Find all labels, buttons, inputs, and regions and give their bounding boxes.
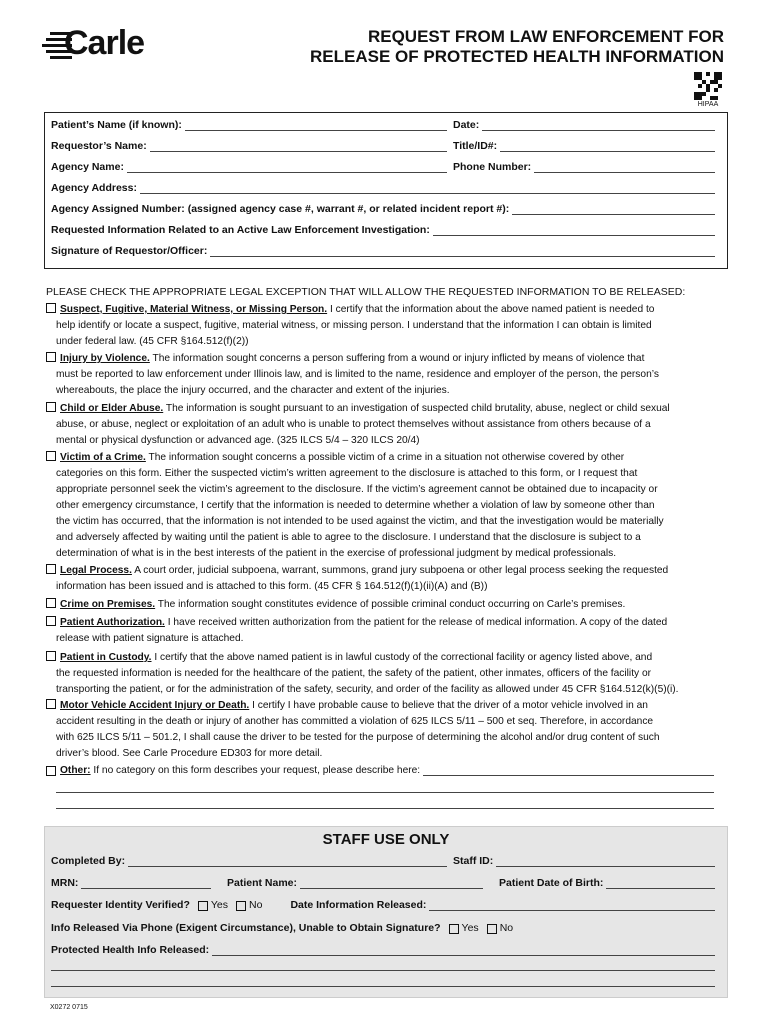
option-text: If no category on this form describes your request, please describe here: [93,765,421,776]
option-text: I certify that the above named patient is in lawful custody of the correctional facility or agency listed above, and [154,652,653,663]
agency-number-field[interactable] [512,204,715,215]
option-text: other emergency circumstance, I certify that the information is needed to determine whether a violation of law by someone other than [56,500,655,511]
other-description-line[interactable] [56,792,714,793]
option-text: determination of what is in the best interests of the patient in the exercise of professional judgment by medical professionals. [56,548,617,559]
phone-released-label: Info Released Via Phone (Exigent Circumstance), Unable to Obtain Signature? [51,922,441,934]
dob-label: Patient Date of Birth: [499,877,604,889]
option-text: The information is sought pursuant to an investigation of suspected child brutality, abuse, neglect or child sexual [165,403,670,414]
requestor-info-box [44,112,728,269]
checkbox[interactable] [46,699,56,709]
option-text: abuse, or abuse, neglect or exploitation of an adult who is unable to protect themselves without assistance from others because of a [56,419,651,430]
requested-info-label: Requested Information Related to an Active Law Enforcement Investigation: [51,224,430,236]
option-text: release with patient signature is attached. [56,633,244,644]
staff-section-title: STAFF USE ONLY [322,831,450,848]
option-patient-authorization [46,615,728,647]
dob-field[interactable] [606,878,715,889]
option-text: under federal law. (45 CFR §164.512(f)(2)) [56,336,249,347]
title-id-row [453,140,715,152]
other-description-line[interactable] [56,808,714,809]
patient-name-label: Patient’s Name (if known): [51,119,182,131]
title-id-label: Title/ID#: [453,140,498,152]
option-crime-premises [46,597,728,613]
completed-by-label: Completed By: [51,855,126,867]
no-label: No [249,899,263,911]
option-text: the victim has occurred, that the information is not intended to be used against the victim, and that the investigation would be materially [56,516,664,527]
staff-id-label: Staff ID: [453,855,494,867]
phone-field[interactable] [534,162,715,173]
date-released-label: Date Information Released: [290,899,427,911]
agency-name-row [51,161,447,173]
requested-info-row [51,224,715,236]
checkbox[interactable] [46,598,56,608]
signature-row [51,245,715,257]
agency-number-label: Agency Assigned Number: (assigned agency case #, warrant #, or related incident report #): [51,203,510,215]
checkbox[interactable] [46,352,56,362]
document-title [310,27,724,67]
option-label: Legal Process. [60,565,132,576]
title-line-1: REQUEST FROM LAW ENFORCEMENT FOR [367,27,724,46]
option-text: categories on this form. Either the suspected victim’s written agreement to the disclosure is attached to this form, or I request that [56,468,638,479]
date-released-field[interactable] [429,900,715,911]
mrn-field[interactable] [81,878,211,889]
checkbox[interactable] [46,402,56,412]
option-text: help identify or locate a suspect, fugitive, material witness, or missing person. I understand that the information I can obtain is limited [56,320,652,331]
yes-label: Yes [210,899,229,911]
option-label: Motor Vehicle Accident Injury or Death. [60,700,250,711]
checkbox[interactable] [46,564,56,574]
phone-yes-checkbox[interactable] [449,924,459,934]
option-text: mental or physical dysfunction or advanced age. (325 ILCS 5/4 – 320 ILCS 20/4) [56,435,420,446]
phone-released-row [51,922,715,934]
option-abuse [46,401,728,449]
patient-name-field[interactable] [185,120,447,131]
agency-name-field[interactable] [127,162,447,173]
checkbox[interactable] [46,616,56,626]
option-text: driver’s blood. See Carle Procedure ED303 for more detail. [56,748,323,759]
phi-released-label: Protected Health Info Released: [51,944,210,956]
option-injury [46,351,728,399]
phone-row [453,161,715,173]
option-label: Victim of a Crime. [60,452,146,463]
requestor-name-row [51,140,447,152]
staff-patient-name-label: Patient Name: [227,877,298,889]
staff-id-field[interactable] [496,856,715,867]
no-label: No [499,922,514,934]
mrn-row [51,877,211,889]
option-text: The information sought constitutes evidence of possible criminal conduct occurring on Carle’s premises. [157,599,626,610]
requestor-name-label: Requestor’s Name: [51,140,147,152]
option-label: Other: [60,765,91,776]
checkbox[interactable] [46,766,56,776]
option-text: accident resulting in the death or injury of another has committed a violation of 625 ILCS 5/11 – 500 et seq. Therefore, in accordance [56,716,654,727]
option-text: whereabouts, the place the injury occurred, and the character and extent of the injuries. [56,385,450,396]
requestor-name-field[interactable] [150,141,447,152]
checkbox[interactable] [46,303,56,313]
option-patient-custody [46,650,728,698]
identity-yes-checkbox[interactable] [198,901,208,911]
date-label: Date: [453,119,480,131]
staff-id-row [453,855,715,867]
staff-use-section [44,826,728,998]
date-field[interactable] [482,120,715,131]
title-id-field[interactable] [500,141,715,152]
option-text: The information sought concerns a possible victim of a crime in a situation not otherwise covered by other [148,452,625,463]
title-line-2: RELEASE OF PROTECTED HEALTH INFORMATION [310,47,724,66]
phone-label: Phone Number: [453,161,532,173]
option-label: Patient Authorization. [60,617,165,628]
hipaa-label: HIPAA [697,101,719,108]
phone-no-checkbox[interactable] [487,924,497,934]
signature-label: Signature of Requestor/Officer: [51,245,208,257]
carle-logo [42,24,172,64]
option-text: The information sought concerns a person suffering from a wound or injury inflicted by means of violence that [152,353,645,364]
phi-released-line[interactable] [51,986,715,987]
option-text: information has been issued and is attached to this form. (45 CFR § 164.512(f)(1)(ii)(A) and (B)) [56,581,488,592]
option-motor-vehicle [46,698,728,762]
dob-row [499,877,715,889]
yes-label: Yes [461,922,479,934]
option-text: appropriate personnel seek the victim’s agreement to the disclosure. If the victim’s agreement cannot be obtained due to incapacity or [56,484,658,495]
checkbox[interactable] [46,651,56,661]
agency-address-field[interactable] [140,183,715,194]
option-label: Crime on Premises. [60,599,156,610]
completed-by-field[interactable] [128,856,447,867]
identity-verified-label: Requester Identity Verified? [51,899,190,911]
agency-name-label: Agency Name: [51,161,124,173]
option-text: must be reported to law enforcement under Illinois law, and is limited to the name, residence and employer of the person, the person’s [56,369,659,380]
completed-by-row [51,855,447,867]
date-row [453,119,715,131]
option-text: the requested information is needed for the healthcare of the patient, the safety of the patient, other inmates, officers of the facility or [56,668,652,679]
agency-number-row [51,203,715,215]
option-label: Suspect, Fugitive, Material Witness, or Missing Person. [60,304,328,315]
patient-name-row [51,119,447,131]
option-legal-process [46,563,728,595]
other-description-field[interactable] [423,764,714,776]
mrn-label: MRN: [51,877,79,889]
instructions-heading: PLEASE CHECK THE APPROPRIATE LEGAL EXCEPTION THAT WILL ALLOW THE REQUESTED INFORMATION TO BE RELEASED: [46,286,686,298]
option-label: Injury by Violence. [60,353,150,364]
agency-address-row [51,182,715,194]
phi-released-row [51,944,715,956]
option-label: Child or Elder Abuse. [60,403,164,414]
option-victim [46,450,728,562]
option-other [46,763,714,779]
requested-info-field[interactable] [433,225,715,236]
identity-verified-row [51,899,715,911]
staff-patient-name-field[interactable] [300,878,483,889]
form-number: X0272 0715 [50,1004,88,1011]
phi-released-field[interactable] [212,945,715,956]
option-text: I have received written authorization from the patient for the release of medical information. A copy of the dated [167,617,668,628]
option-text: transporting the patient, or for the administration of the safety, security, and order of the facility as allowed under 45 CFR §164.512(k)(5)(i). [56,684,679,695]
identity-no-checkbox[interactable] [236,901,246,911]
option-text: A court order, judicial subpoena, warrant, summons, grand jury subpoena or other legal process seeking the requested [134,565,669,576]
option-text: with 625 ILCS 5/11 – 501.2, I shall cause the driver to be tested for the purpose of determining the alcohol and/or drug content of such [56,732,660,743]
option-text: and adversely affected by waiting until the patient is able to agree to the disclosure. I understand that the disclosure is subject to a [56,532,641,543]
option-text: I certify I have probable cause to believe that the driver of a motor vehicle involved in an [252,700,648,711]
signature-field[interactable] [210,246,715,257]
staff-patient-name-row [227,877,483,889]
option-suspect [46,302,728,350]
logo-text: Carle [64,24,145,62]
option-label: Patient in Custody. [60,652,152,663]
qr-code [694,72,722,100]
agency-address-label: Agency Address: [51,182,137,194]
phi-released-line[interactable] [51,970,715,971]
checkbox[interactable] [46,451,56,461]
option-text: I certify that the information about the above named patient is needed to [329,304,655,315]
